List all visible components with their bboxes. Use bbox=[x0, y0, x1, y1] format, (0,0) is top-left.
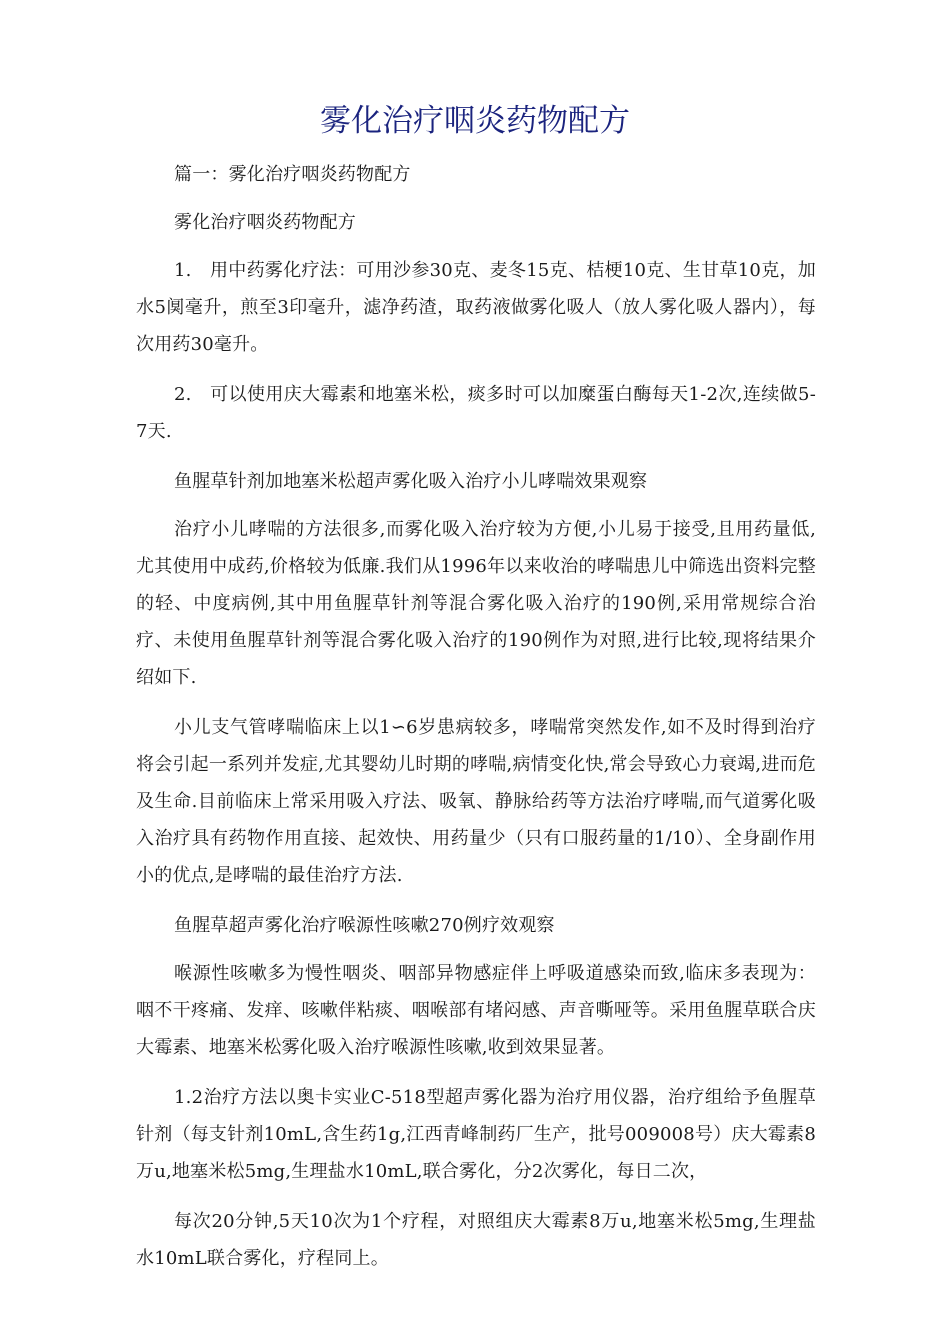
section-heading-3: 鱼腥草超声雾化治疗喉源性咳嗽270例疗效观察 bbox=[174, 915, 555, 936]
paragraph: 每次20分钟,5天10次为1个疗程，对照组庆大霉素8万u,地塞米松5mg,生理盐水10mL联合雾化，疗程同上。 bbox=[136, 1211, 816, 1269]
paragraph-item-2: 2. 可以使用庆大霉素和地塞米松，痰多时可以加糜蛋白酶每天1-2次,连续做5-7天. bbox=[136, 384, 816, 442]
section-subheading: 雾化治疗咽炎药物配方 bbox=[174, 212, 356, 233]
section-heading-2: 鱼腥草针剂加地塞米松超声雾化吸入治疗小儿哮喘效果观察 bbox=[174, 471, 648, 492]
paragraph: 1.2治疗方法以奥卡实业C-518型超声雾化器为治疗用仪器，治疗组给予鱼腥草针剂（每支针剂10mL,含生药1g,江西青峰制药厂生产，批号009008号）庆大霉素8万u,地塞米松5mg,生理盐水10mL,联合雾化，分2次雾化，每日二次， bbox=[136, 1087, 816, 1182]
paragraph: 治疗小儿哮喘的方法很多,而雾化吸入治疗较为方便,小儿易于接受,且用药量低,尤其使用中成药,价格较为低廉.我们从1996年以来收治的哮喘患儿中筛选出资料完整的轻、中度病例,其中用鱼腥草针剂等混合雾化吸入治疗的190例,采用常规综合治疗、未使用鱼腥草针剂等混合雾化吸入治疗的190例作为对照,进行比较,现将结果介绍如下. bbox=[136, 519, 816, 688]
document-body bbox=[136, 156, 816, 1290]
paragraph-item-1: 1. 用中药雾化疗法：可用沙参30克、麦冬15克、桔梗10克、生甘草10克，加水5阒毫升，煎至3印毫升，滤净药渣，取药液做雾化吸人（放人雾化吸人器内），每次用药30毫升。 bbox=[136, 260, 816, 355]
paragraph: 小儿支气管哮喘临床上以1∽6岁患病较多，哮喘常突然发作,如不及时得到治疗将会引起一系列并发症,尤其婴幼儿时期的哮喘,病情变化快,常会导致心力衰竭,进而危及生命.目前临床上常采用吸入疗法、吸氧、静脉给药等方法治疗哮喘,而气道雾化吸入治疗具有药物作用直接、起效快、用药量少（只有口服药量的1/10）、全身副作用小的优点,是哮喘的最佳治疗方法. bbox=[136, 717, 816, 886]
paragraph: 喉源性咳嗽多为慢性咽炎、咽部异物感症伴上呼吸道感染而致,临床多表现为：咽不干疼痛、发痒、咳嗽伴粘痰、咽喉部有堵闷感、声音嘶哑等。采用鱼腥草联合庆大霉素、地塞米松雾化吸入治疗喉源性咳嗽,收到效果显著。 bbox=[136, 963, 816, 1058]
document-title: 雾化治疗咽炎药物配方 bbox=[320, 103, 630, 139]
section-heading-1: 篇一：雾化治疗咽炎药物配方 bbox=[174, 164, 411, 185]
